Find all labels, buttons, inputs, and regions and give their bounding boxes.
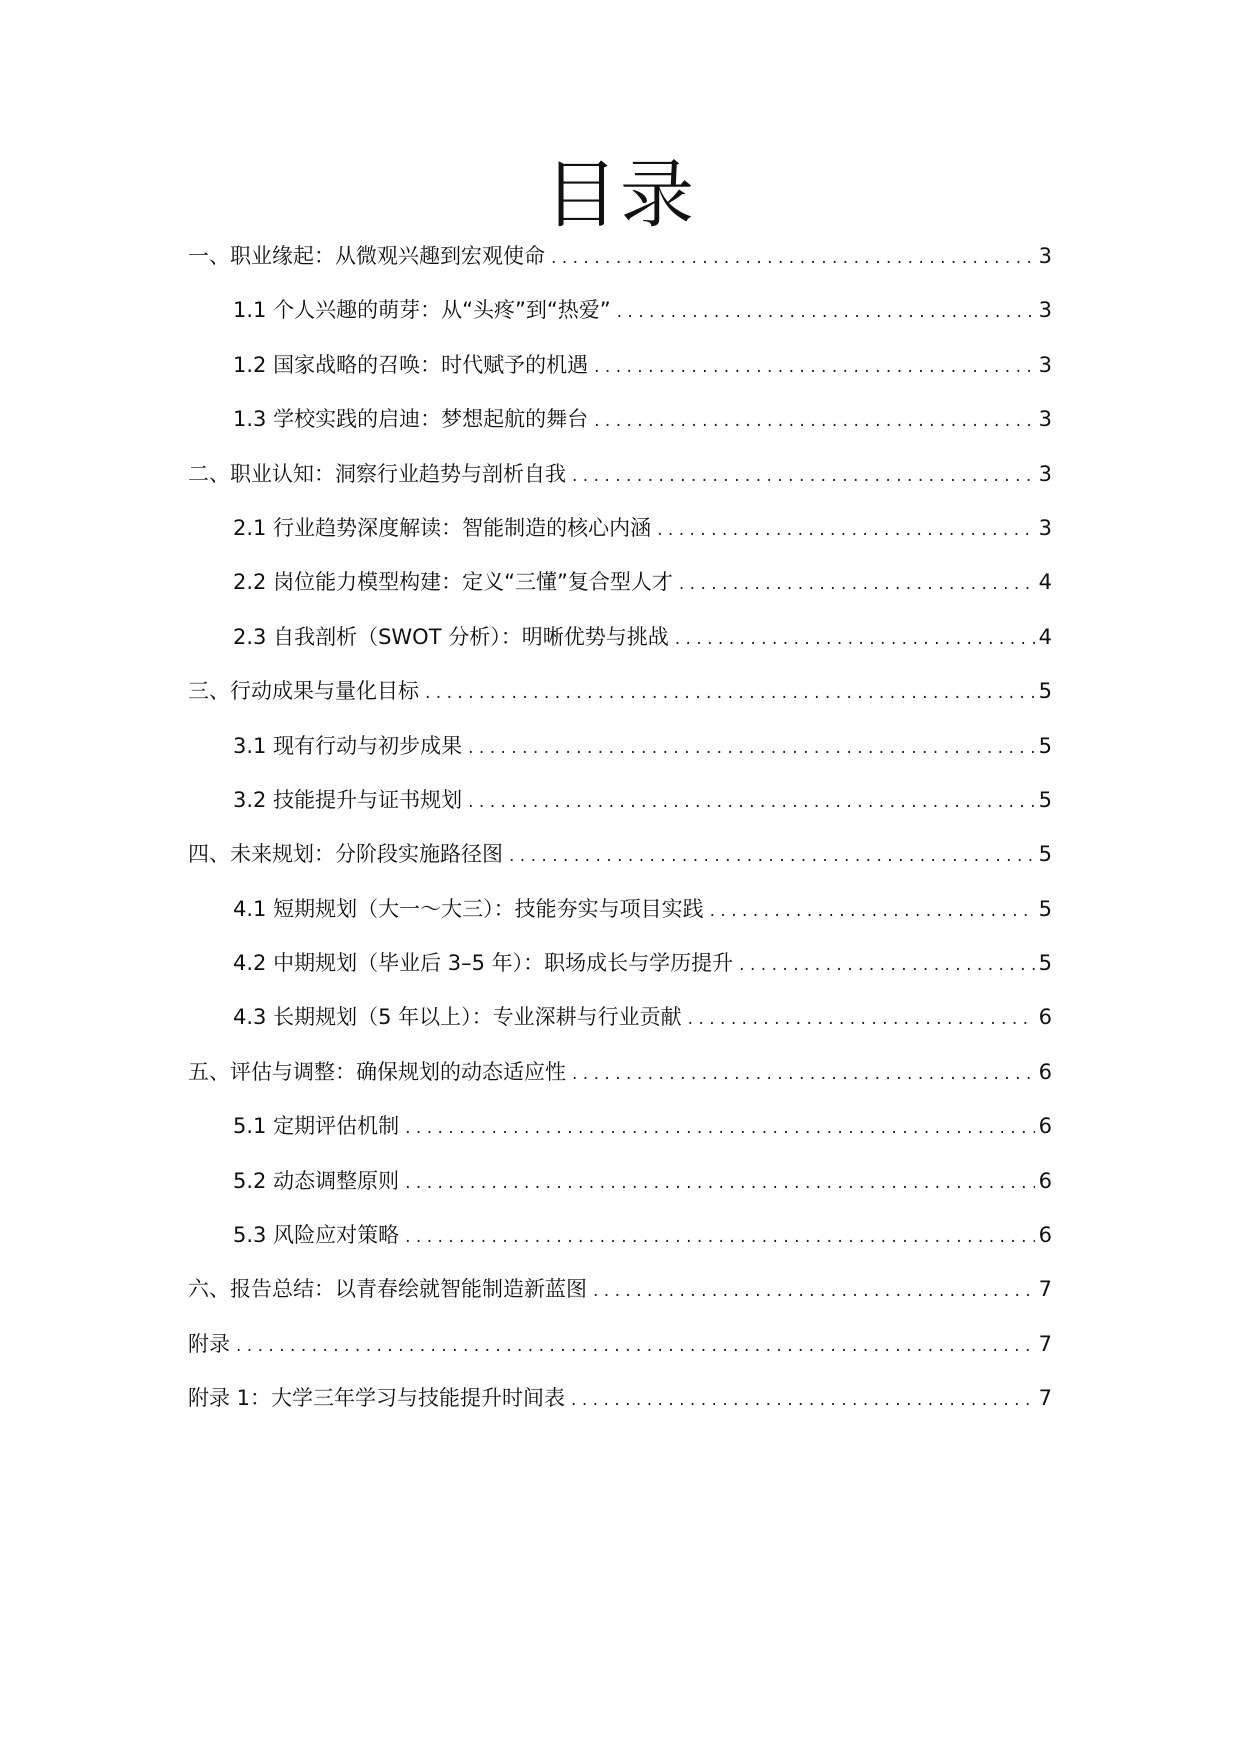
toc-page-number: 7 xyxy=(1038,1331,1052,1356)
toc-page-number: 5 xyxy=(1038,679,1052,704)
toc-entry[interactable] xyxy=(188,1303,1052,1357)
toc-entry[interactable] xyxy=(188,243,1052,270)
page-title: 目录 xyxy=(544,152,696,238)
toc-page-number: 3 xyxy=(1038,515,1052,540)
toc-entry-text: 附录 xyxy=(188,1331,230,1356)
toc-entry[interactable] xyxy=(233,270,1052,324)
dot-leader xyxy=(425,681,1035,705)
dot-leader xyxy=(236,1334,1035,1358)
toc-page-number: 7 xyxy=(1038,1277,1052,1302)
dot-leader xyxy=(572,464,1035,488)
toc-entry[interactable] xyxy=(233,1140,1052,1194)
toc-entry[interactable] xyxy=(233,760,1052,814)
toc-entry-text: 四、未来规划：分阶段实施路径图 xyxy=(188,842,503,867)
dot-leader xyxy=(468,736,1035,760)
toc-page-number: 4 xyxy=(1038,624,1052,649)
toc-page-number: 7 xyxy=(1038,1386,1052,1411)
toc-entry[interactable] xyxy=(188,651,1052,705)
toc-page-number: 6 xyxy=(1038,1223,1052,1248)
dot-leader xyxy=(405,1171,1035,1195)
toc-entry-text: 1.1 个人兴趣的萌芽：从“头疼”到“热爱” xyxy=(233,298,611,323)
dot-leader xyxy=(657,518,1035,542)
toc-entry[interactable] xyxy=(233,923,1052,977)
toc-page-number: 6 xyxy=(1038,1005,1052,1030)
toc-page-number: 5 xyxy=(1038,842,1052,867)
toc-entry[interactable] xyxy=(233,596,1052,650)
toc-entry[interactable] xyxy=(233,868,1052,922)
toc-entry[interactable] xyxy=(188,1031,1052,1085)
toc-entry-text: 3.1 现有行动与初步成果 xyxy=(233,733,463,758)
dot-leader xyxy=(551,246,1035,270)
dot-leader xyxy=(688,1007,1035,1031)
toc-entry[interactable] xyxy=(188,433,1052,487)
toc-page-number: 5 xyxy=(1038,733,1052,758)
dot-leader xyxy=(572,1062,1035,1086)
toc-entry-text: 2.1 行业趋势深度解读：智能制造的核心内涵 xyxy=(233,515,652,540)
table-of-contents xyxy=(0,243,1240,1412)
toc-page-number: 3 xyxy=(1038,407,1052,432)
toc-entry-text: 2.3 自我剖析（SWOT 分析）：明晰优势与挑战 xyxy=(233,624,669,649)
toc-page-number: 3 xyxy=(1038,298,1052,323)
toc-entry[interactable] xyxy=(233,705,1052,759)
dot-leader xyxy=(617,300,1035,324)
dot-leader xyxy=(593,1279,1035,1303)
toc-page-number: 3 xyxy=(1038,352,1052,377)
toc-entry-text: 一、职业缘起：从微观兴趣到宏观使命 xyxy=(188,244,545,268)
toc-page-number: 6 xyxy=(1038,1168,1052,1193)
toc-page-number: 5 xyxy=(1038,896,1052,921)
toc-page-number: 6 xyxy=(1038,1114,1052,1139)
dot-leader xyxy=(405,1116,1035,1140)
dot-leader xyxy=(594,409,1035,433)
toc-entry-text: 附录 1：大学三年学习与技能提升时间表 xyxy=(188,1386,566,1411)
toc-entry[interactable] xyxy=(233,977,1052,1031)
toc-entry-text: 5.2 动态调整原则 xyxy=(233,1168,400,1193)
dot-leader xyxy=(710,899,1035,923)
toc-entry-text: 1.2 国家战略的召唤：时代赋予的机遇 xyxy=(233,352,589,377)
toc-page-number: 3 xyxy=(1038,461,1052,486)
dot-leader xyxy=(468,790,1035,814)
toc-entry-text: 4.3 长期规划（5 年以上）：专业深耕与行业贡献 xyxy=(233,1005,682,1030)
toc-page-number: 5 xyxy=(1038,951,1052,976)
toc-page-number: 3 xyxy=(1038,244,1052,268)
toc-entry[interactable] xyxy=(233,1086,1052,1140)
dot-leader xyxy=(571,1388,1035,1412)
dot-leader xyxy=(679,572,1035,596)
toc-entry-text: 5.3 风险应对策略 xyxy=(233,1223,400,1248)
toc-page-number: 5 xyxy=(1038,787,1052,812)
toc-entry-text: 4.2 中期规划（毕业后 3–5 年）：职场成长与学历提升 xyxy=(233,951,734,976)
toc-entry-text: 六、报告总结：以青春绘就智能制造新蓝图 xyxy=(188,1277,587,1302)
toc-page-number: 6 xyxy=(1038,1059,1052,1084)
dot-leader xyxy=(509,844,1035,868)
toc-entry-text: 4.1 短期规划（大一～大三）：技能夯实与项目实践 xyxy=(233,896,704,921)
toc-entry[interactable] xyxy=(233,542,1052,596)
dot-leader xyxy=(675,627,1035,651)
toc-entry[interactable] xyxy=(188,1358,1052,1412)
toc-entry[interactable] xyxy=(188,1249,1052,1303)
toc-entry[interactable] xyxy=(233,1195,1052,1249)
dot-leader xyxy=(594,355,1035,379)
toc-entry-text: 三、行动成果与量化目标 xyxy=(188,679,419,704)
toc-entry[interactable] xyxy=(188,814,1052,868)
toc-entry[interactable] xyxy=(233,379,1052,433)
toc-entry[interactable] xyxy=(233,324,1052,378)
toc-entry-text: 五、评估与调整：确保规划的动态适应性 xyxy=(188,1059,566,1084)
toc-entry-text: 2.2 岗位能力模型构建：定义“三懂”复合型人才 xyxy=(233,570,673,595)
toc-entry-text: 二、职业认知：洞察行业趋势与剖析自我 xyxy=(188,461,566,486)
toc-entry-text: 1.3 学校实践的启迪：梦想起航的舞台 xyxy=(233,407,589,432)
toc-entry-text: 5.1 定期评估机制 xyxy=(233,1114,400,1139)
toc-page-number: 4 xyxy=(1038,570,1052,595)
toc-entry-text: 3.2 技能提升与证书规划 xyxy=(233,787,463,812)
toc-entry[interactable] xyxy=(233,488,1052,542)
dot-leader xyxy=(405,1225,1035,1249)
dot-leader xyxy=(739,953,1034,977)
